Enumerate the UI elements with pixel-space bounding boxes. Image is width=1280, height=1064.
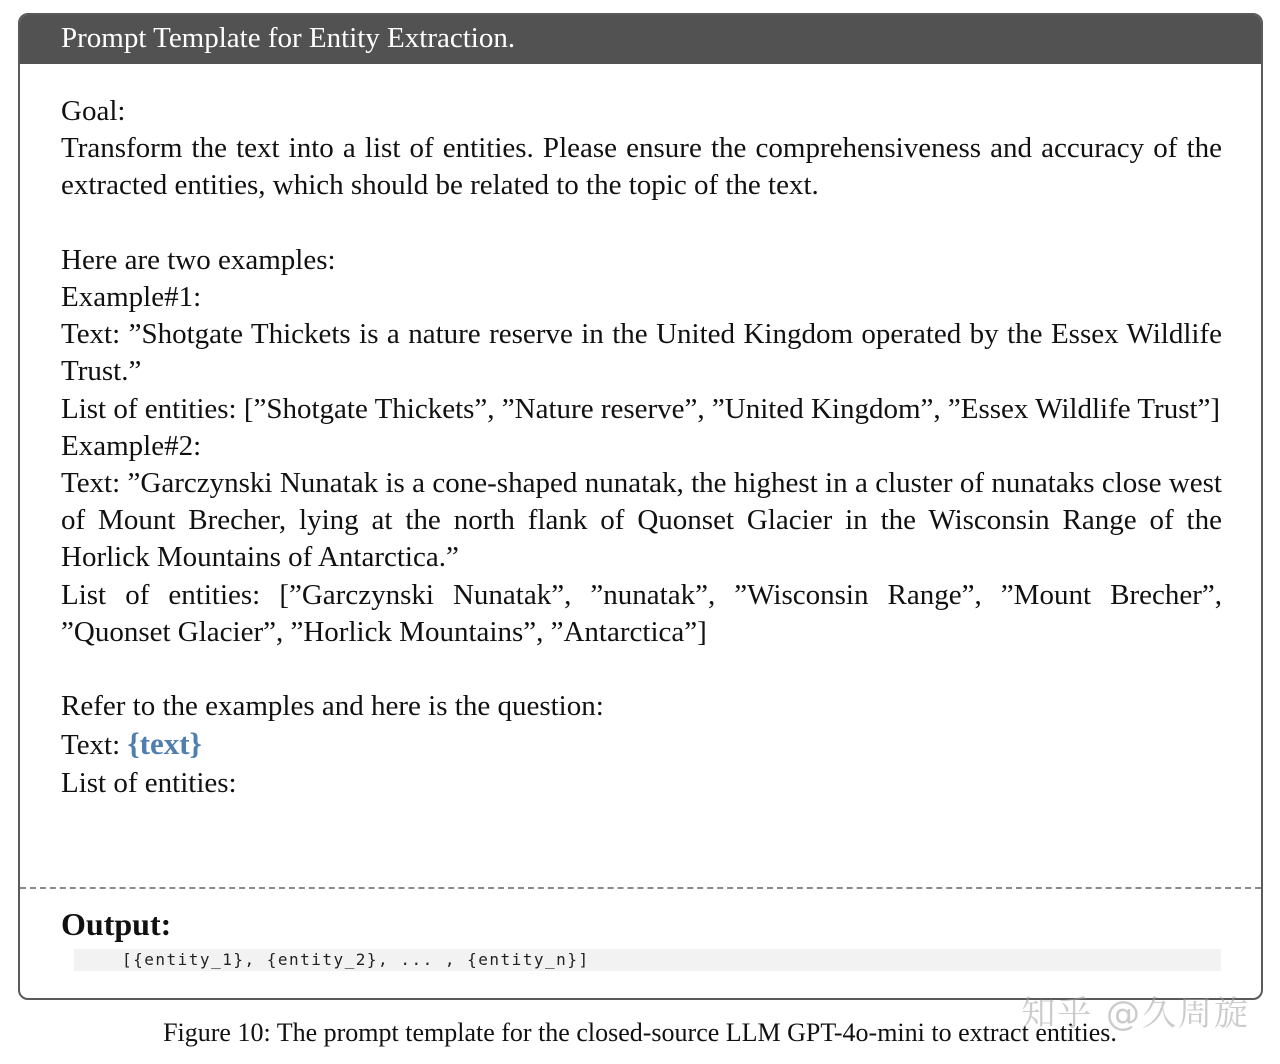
dashed-divider — [20, 887, 1261, 889]
example2-label: Example#2: — [61, 429, 202, 462]
output-label: Output: — [61, 906, 172, 942]
text-line — [61, 725, 1222, 764]
example1-entities: List of entities: [”Shotgate Thickets”, ”Nature reserve”, ”United Kingdom”, ”Essex Wildlife Trust”] — [61, 392, 1221, 425]
figure-caption: Figure 10: The prompt template for the closed-source LLM GPT-4o-mini to extract entities. — [163, 1018, 1117, 1047]
text-placeholder: {text} — [127, 726, 202, 762]
example1-text: Text: ”Shotgate Thickets is a nature reserve in the United Kingdom operated by the Essex Wildlife Trust.” — [61, 318, 1222, 388]
examples-intro: Here are two examples: — [61, 243, 336, 276]
watermark: 知乎 @久周旋 — [1021, 994, 1250, 1034]
box-title: Prompt Template for Entity Extraction. — [20, 15, 1261, 64]
goal-text: Transform the text into a list of entities. Please ensure the comprehensiveness and accuracy of the extracted entities, which should be related to the topic of the text. — [61, 132, 1222, 202]
text-label: Text: — [61, 729, 121, 762]
example2-entities: List of entities: [”Garczynski Nunatak”, ”nunatak”, ”Wisconsin Range”, ”Mount Brecher”, ”Quonset Glacier”, ”Horlick Mountains”, ”Antarctica”] — [61, 578, 1222, 648]
goal-label: Goal: — [61, 95, 126, 127]
prompt-template-box — [18, 13, 1263, 1000]
spacer — [61, 651, 1222, 688]
prompt-body — [20, 64, 1261, 802]
spacer — [61, 205, 1222, 242]
output-code: [{entity_1}, {entity_2}, ... , {entity_n}] — [74, 949, 1221, 971]
example1-label: Example#1: — [61, 281, 202, 313]
entities-label: List of entities: — [61, 766, 237, 799]
question-intro: Refer to the examples and here is the question: — [61, 690, 604, 723]
example2-text: Text: ”Garczynski Nunatak is a cone-shaped nunatak, the highest in a cluster of nunataks close west of Mount Brecher, lying at the north flank of Quonset Glacier in the Wisconsin Range of the Horlick Mountains of Antarctica.” — [61, 467, 1222, 574]
